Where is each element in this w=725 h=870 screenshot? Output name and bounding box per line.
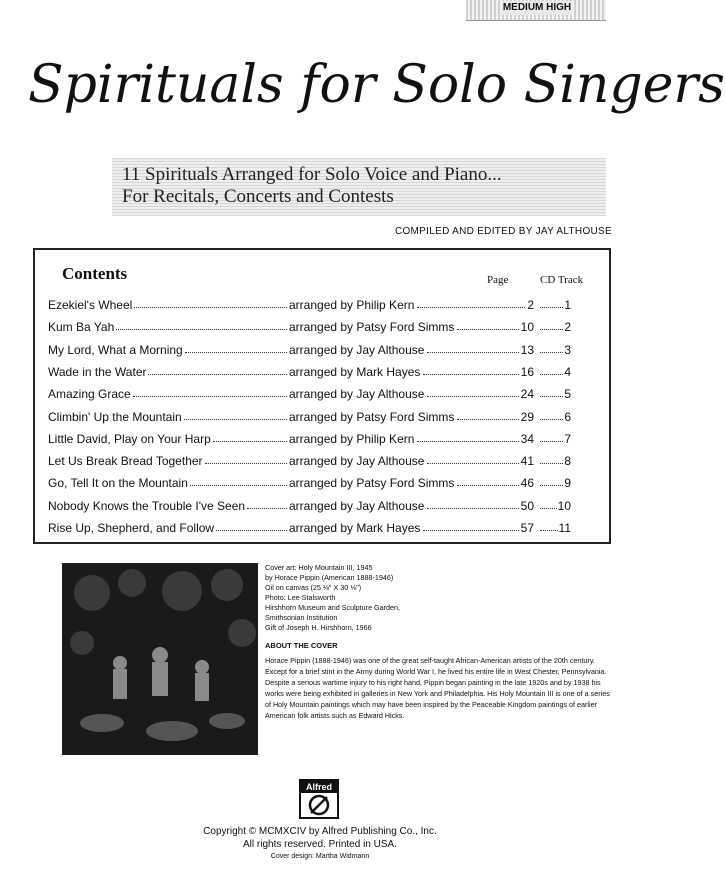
page-number: 50 [520, 498, 534, 513]
dot-leader [540, 307, 563, 308]
contents-row [48, 432, 570, 450]
dot-leader [213, 441, 287, 442]
cd-track-number: 11 [558, 521, 571, 535]
dot-leader [427, 396, 519, 397]
arranger-credit: arranged by Mark Hayes [289, 364, 421, 379]
about-cover-text: Horace Pippin (1888-1946) was one of the great self-taught African-American artists of the 20th century. Except for a brief stint in the Army during World War I, he lived his entire life in West Chester, Pennsylvania. Despite a serious wartime injury to his right hand, Pippin began painting in the late 1920s and by 1938 his works were being exhibited in galleries in New York and Philadelphia. His Holy Mountain III is one of a series of Holy Mountain paintings which may have been inspired by the Peaceable Kingdom paintings of earlier American folk artists such as Edward Hicks. [265, 656, 610, 720]
song-title: Rise Up, Shepherd, and Follow [48, 521, 215, 535]
credit-line: Smithsonian Institution [265, 613, 338, 622]
contents-box [33, 248, 611, 544]
song-title: Kum Ba Yah [48, 320, 115, 335]
dot-leader [540, 396, 563, 397]
dot-leader [417, 307, 525, 308]
song-title: Amazing Grace [48, 387, 131, 402]
dot-leader [247, 508, 287, 509]
dot-leader [148, 374, 287, 375]
page-number: 29 [520, 409, 534, 424]
dot-leader [427, 508, 519, 509]
song-title: Go, Tell It on the Mountain [48, 476, 188, 491]
cd-track-number: 6 [564, 409, 571, 424]
contents-row [48, 410, 570, 428]
arranger-credit: arranged by Patsy Ford Simms [289, 476, 455, 491]
dot-leader [540, 374, 563, 375]
cd-track-number: 4 [564, 364, 571, 379]
song-title: My Lord, What a Morning [48, 342, 183, 357]
arranger-credit: arranged by Jay Althouse [289, 454, 425, 469]
cd-track-number: 10 [557, 498, 571, 513]
dot-leader [417, 441, 519, 442]
dot-leader [133, 396, 287, 397]
cover-credits [265, 563, 605, 633]
dot-leader [540, 419, 563, 420]
voice-range-badge [466, 0, 606, 21]
compiled-by: COMPILED AND EDITED BY JAY ALTHOUSE [394, 226, 612, 237]
dot-leader [540, 352, 563, 353]
arranger-credit: arranged by Mark Hayes [289, 521, 421, 535]
dot-leader [457, 485, 519, 486]
contents-row [48, 298, 570, 316]
page-column-header: Page [487, 274, 509, 286]
page-number: 10 [520, 320, 534, 335]
dot-leader [216, 530, 287, 531]
dot-leader [427, 463, 519, 464]
about-cover-heading: ABOUT THE COVER [265, 641, 338, 650]
alfred-mark-icon [301, 793, 337, 817]
page-number: 13 [520, 342, 534, 357]
dot-leader [457, 329, 519, 330]
song-title: Climbin' Up the Mountain [48, 409, 182, 424]
dot-leader [116, 329, 287, 330]
arranger-credit: arranged by Philip Kern [289, 431, 415, 446]
song-title: Nobody Knows the Trouble I've Seen [48, 498, 246, 513]
contents-row [48, 521, 570, 539]
dot-leader [457, 419, 519, 420]
page-number: 46 [520, 476, 534, 491]
dot-leader [540, 508, 557, 509]
song-title: Let Us Break Bread Together [48, 454, 203, 469]
contents-row [48, 320, 570, 338]
credit-line: by Horace Pippin (American 1888-1946) [265, 573, 394, 582]
cd-track-column-header: CD Track [540, 274, 584, 286]
contents-row [48, 365, 570, 383]
subtitle-line-2: For Recitals, Concerts and Contests [122, 186, 394, 207]
dot-leader [423, 530, 519, 531]
arranger-credit: arranged by Patsy Ford Simms [289, 409, 455, 424]
dot-leader [423, 374, 519, 375]
arranger-credit: arranged by Jay Althouse [289, 498, 425, 513]
dot-leader [540, 329, 563, 330]
dot-leader [190, 485, 287, 486]
dot-leader [427, 352, 519, 353]
alfred-logo [299, 779, 339, 819]
contents-row [48, 499, 570, 517]
dot-leader [540, 530, 558, 531]
dot-leader [540, 463, 563, 464]
page-number: 41 [520, 454, 534, 469]
book-title: Spirituals for Solo Singers [28, 55, 725, 115]
song-title: Wade in the Water [48, 364, 147, 379]
cd-track-number: 5 [564, 387, 571, 402]
contents-row [48, 454, 570, 472]
dot-leader [540, 441, 563, 442]
credit-line: Hirshhorn Museum and Sculpture Garden, [265, 603, 401, 612]
copyright-line: Copyright © MCMXCIV by Alfred Publishing Co., Inc. [203, 826, 437, 837]
cd-track-number: 3 [564, 342, 571, 357]
song-title: Little David, Play on Your Harp [48, 431, 211, 446]
page-number: 16 [520, 364, 534, 379]
subtitle-banner [112, 158, 606, 216]
cd-track-number: 2 [564, 320, 571, 335]
dot-leader [184, 419, 287, 420]
alfred-logo-word: Alfred [301, 781, 337, 793]
rights-line: All rights reserved. Printed in USA. [243, 839, 397, 850]
contents-row [48, 476, 570, 494]
credit-line: Cover art: Holy Mountain III, 1945 [265, 563, 373, 572]
dot-leader [134, 307, 287, 308]
credit-line: Oil on canvas (25 ⅛" X 30 ⅛") [265, 583, 362, 592]
contents-heading: Contents [62, 264, 128, 283]
cd-track-number: 1 [564, 298, 571, 312]
contents-row [48, 387, 570, 405]
cd-track-number: 7 [564, 431, 571, 446]
cover-design-credit: Cover design: Martha Widmann [270, 853, 370, 860]
cover-painting [62, 563, 258, 755]
credit-line: Photo: Lee Stalsworth [265, 593, 336, 602]
arranger-credit: arranged by Jay Althouse [289, 342, 425, 357]
arranger-credit: arranged by Patsy Ford Simms [289, 320, 455, 335]
song-title: Ezekiel's Wheel [48, 298, 133, 312]
page-number: 2 [527, 298, 534, 312]
dot-leader [540, 485, 563, 486]
cd-track-number: 8 [564, 454, 571, 469]
arranger-credit: arranged by Jay Althouse [289, 387, 425, 402]
arranger-credit: arranged by Philip Kern [289, 298, 415, 312]
voice-range-label: MEDIUM HIGH [502, 2, 572, 13]
dot-leader [185, 352, 287, 353]
page-number: 24 [520, 387, 534, 402]
credit-line: Gift of Joseph H. Hirshhorn, 1966 [265, 623, 372, 632]
page-number: 34 [520, 431, 534, 446]
contents-row [48, 343, 570, 361]
subtitle-line-1: 11 Spirituals Arranged for Solo Voice and Piano... [122, 164, 502, 185]
page-number: 57 [520, 521, 534, 535]
dot-leader [205, 463, 287, 464]
cd-track-number: 9 [564, 476, 571, 491]
